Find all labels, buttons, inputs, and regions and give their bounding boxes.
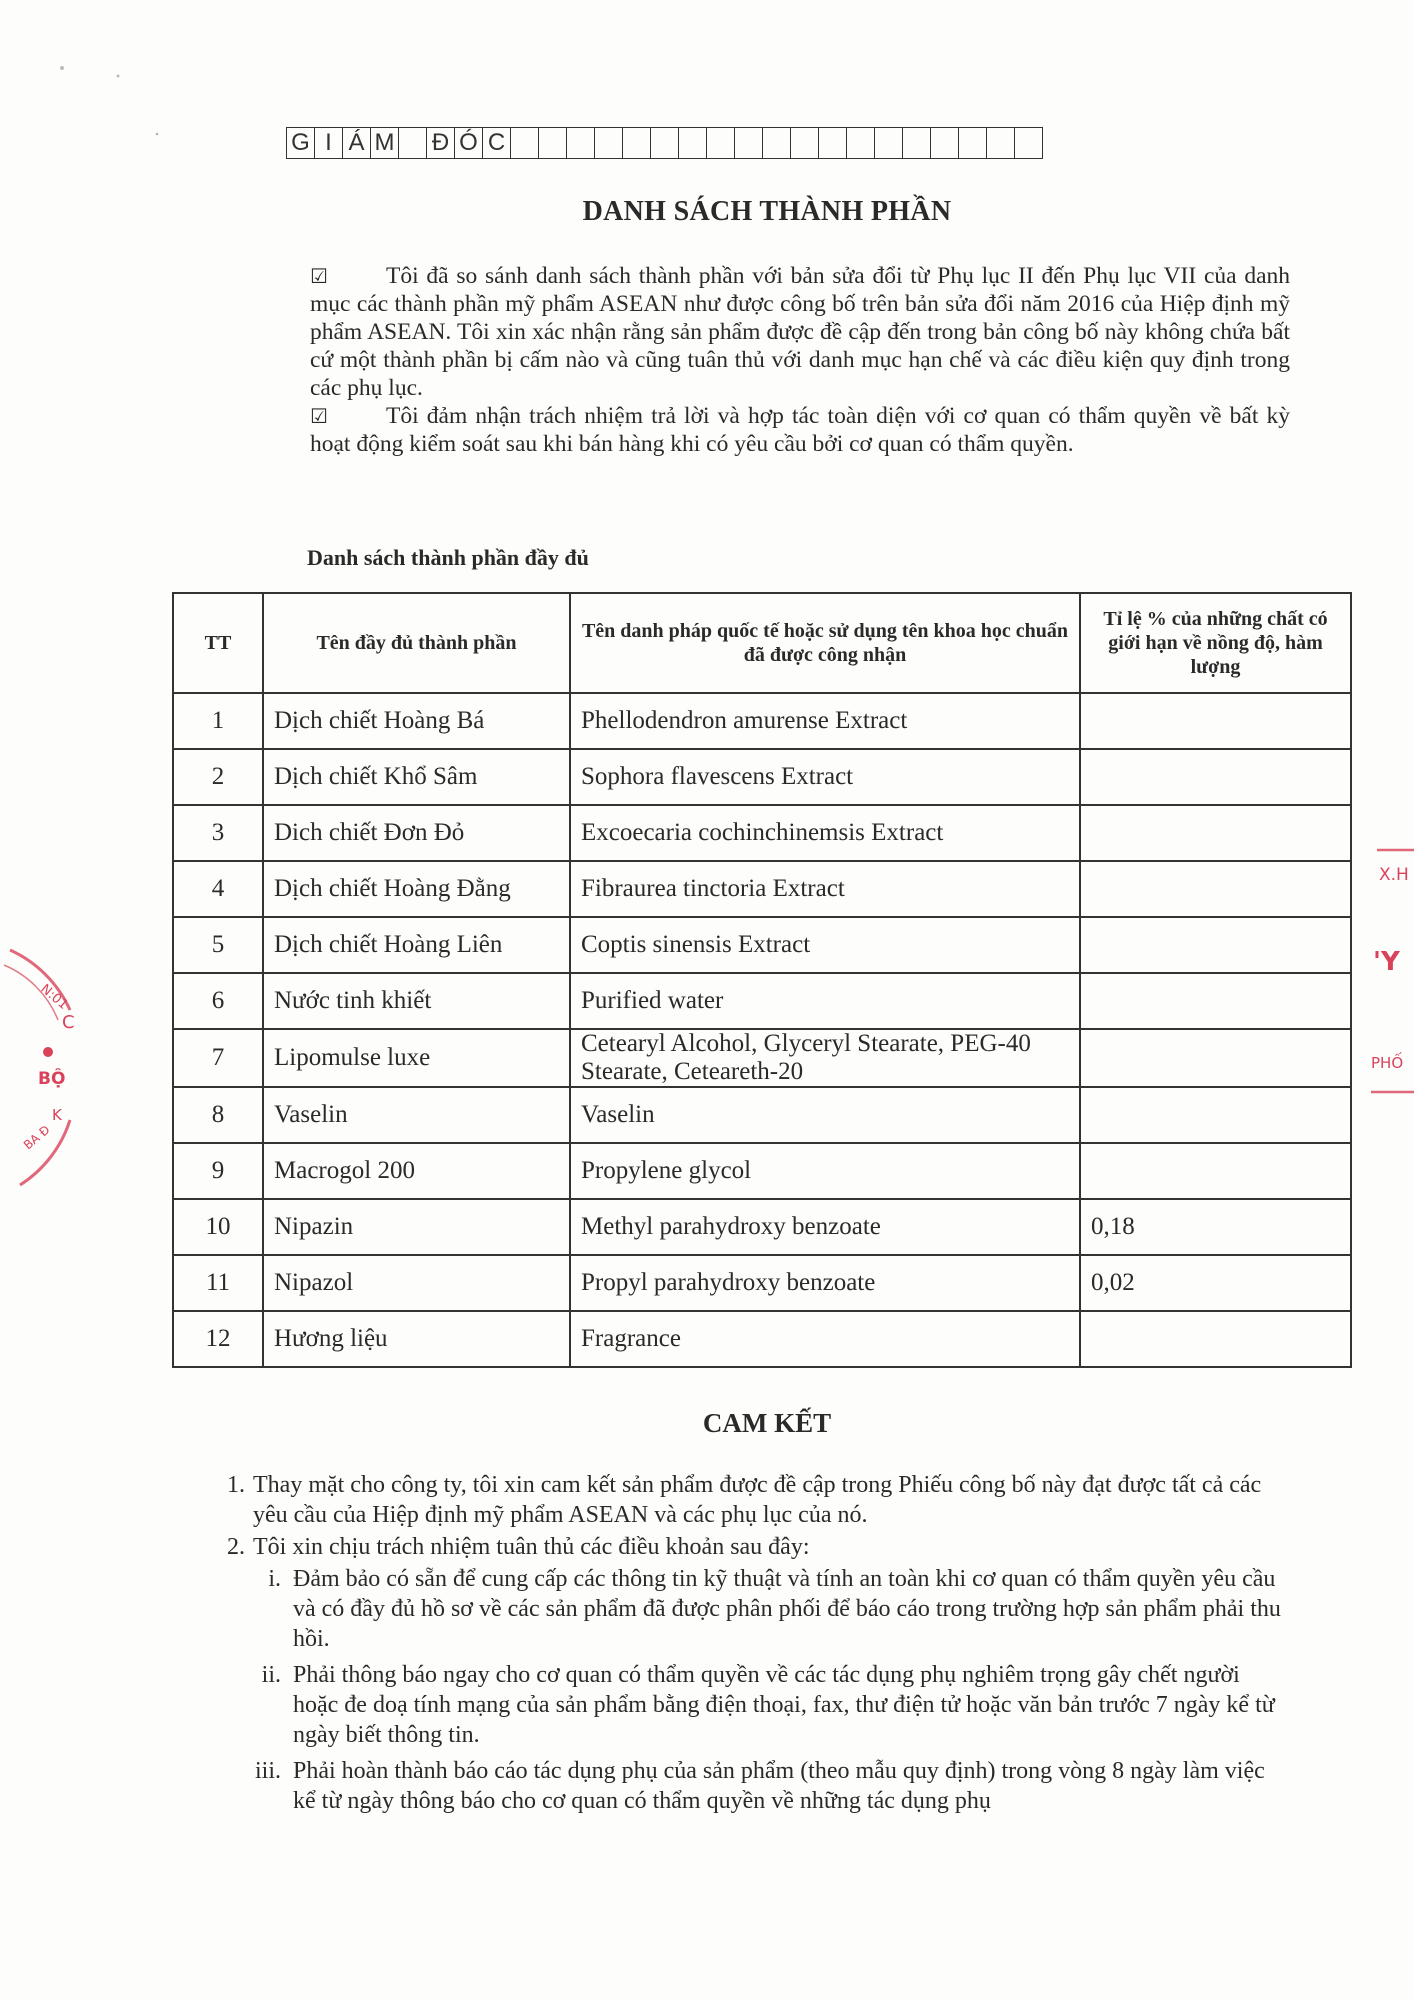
table-row [173, 973, 1351, 1029]
declaration [310, 262, 1290, 458]
commitment-subitem [231, 1756, 1285, 1816]
subitem-number: i. [268, 1566, 281, 1592]
stamp-left-text: BA Đ [20, 1122, 53, 1153]
header-char-box [651, 127, 679, 159]
table-header-row [173, 593, 1351, 693]
table-row [173, 693, 1351, 749]
table-row [173, 1029, 1351, 1087]
header-char-box: M [371, 127, 399, 159]
ingredient-table [172, 592, 1352, 1368]
cell-inci-name: Propyl parahydroxy benzoate [570, 1255, 1080, 1311]
table-row [173, 749, 1351, 805]
cell-tt: 3 [173, 805, 263, 861]
item-number: 2. [227, 1534, 245, 1560]
cell-percentage [1080, 973, 1351, 1029]
cell-full-name: Dịch chiết Khổ Sâm [263, 749, 570, 805]
header-char-box [987, 127, 1015, 159]
header-char-boxes [286, 127, 1043, 159]
header-char-box [595, 127, 623, 159]
cell-full-name: Nước tinh khiết [263, 973, 570, 1029]
header-char-box [707, 127, 735, 159]
subitem-text: Phải hoàn thành báo cáo tác dụng phụ của sản phẩm (theo mẫu quy định) trong vòng 8 ngày làm việc kể từ ngày thông báo cho cơ quan có thẩm quyền về những tác dụng phụ [293, 1758, 1265, 1814]
cell-percentage [1080, 693, 1351, 749]
cell-percentage [1080, 1029, 1351, 1087]
cell-inci-name: Fibraurea tinctoria Extract [570, 861, 1080, 917]
cell-tt: 2 [173, 749, 263, 805]
header-inci-name: Tên danh pháp quốc tế hoặc sử dụng tên khoa học chuẩn đã được công nhận [570, 593, 1080, 693]
cell-full-name: Dich chiết Đơn Đỏ [263, 805, 570, 861]
header-char-box [539, 127, 567, 159]
commitment-item [205, 1532, 1285, 1562]
table-row [173, 805, 1351, 861]
subitem-number: ii. [261, 1662, 281, 1688]
header-percentage: Tỉ lệ % của những chất có giới hạn về nồng độ, hàm lượng [1080, 593, 1351, 693]
header-char-box [875, 127, 903, 159]
stamp-right-text: 'Y [1373, 947, 1400, 977]
cell-inci-name: Cetearyl Alcohol, Glyceryl Stearate, PEG-40 Stearate, Ceteareth-20 [570, 1029, 1080, 1087]
cell-percentage: 0,18 [1080, 1199, 1351, 1255]
header-char-box: I [315, 127, 343, 159]
table-row [173, 1199, 1351, 1255]
cell-full-name: Dịch chiết Hoàng Bá [263, 693, 570, 749]
table-row [173, 861, 1351, 917]
cell-full-name: Nipazol [263, 1255, 570, 1311]
cell-percentage [1080, 917, 1351, 973]
cell-tt: 5 [173, 917, 263, 973]
item-text: Thay mặt cho công ty, tôi xin cam kết sản phẩm được đề cập trong Phiếu công bố này đạt được tất cả các yêu cầu của Hiệp định mỹ phẩm ASEAN và các phụ lục của nó. [253, 1472, 1262, 1528]
cell-tt: 10 [173, 1199, 263, 1255]
stamp-left-text: K [52, 1106, 62, 1124]
header-char-box [903, 127, 931, 159]
header-char-box [819, 127, 847, 159]
cell-tt: 6 [173, 973, 263, 1029]
header-char-box [931, 127, 959, 159]
header-char-box [959, 127, 987, 159]
table-row [173, 1143, 1351, 1199]
cell-full-name: Dịch chiết Hoàng Đằng [263, 861, 570, 917]
commitment-title: CAM KẾT [702, 1408, 832, 1438]
ingredient-list-subtitle: Danh sách thành phần đầy đủ [307, 545, 589, 570]
header-char-box: Á [343, 127, 371, 159]
cell-tt: 4 [173, 861, 263, 917]
header-char-box [679, 127, 707, 159]
cell-inci-name: Methyl parahydroxy benzoate [570, 1199, 1080, 1255]
cell-inci-name: Coptis sinensis Extract [570, 917, 1080, 973]
stamp-left-text: BỘ [38, 1069, 66, 1089]
item-text: Tôi xin chịu trách nhiệm tuân thủ các điều khoản sau đây: [253, 1534, 810, 1560]
cell-percentage [1080, 1311, 1351, 1367]
cell-inci-name: Propylene glycol [570, 1143, 1080, 1199]
header-char-box [1015, 127, 1043, 159]
cell-inci-name: Fragrance [570, 1311, 1080, 1367]
cell-tt: 9 [173, 1143, 263, 1199]
cell-full-name: Nipazin [263, 1199, 570, 1255]
cell-tt: 1 [173, 693, 263, 749]
header-char-box: C [483, 127, 511, 159]
header-char-box: Đ [427, 127, 455, 159]
header-char-box [735, 127, 763, 159]
page-title: DANH SÁCH THÀNH PHẦN [582, 196, 952, 227]
cell-tt: 12 [173, 1311, 263, 1367]
table-row [173, 1087, 1351, 1143]
cell-inci-name: Vaselin [570, 1087, 1080, 1143]
cell-percentage [1080, 861, 1351, 917]
cell-full-name: Vaselin [263, 1087, 570, 1143]
table-row [173, 1311, 1351, 1367]
declaration-para-1 [310, 262, 1290, 402]
cell-full-name: Hương liệu [263, 1311, 570, 1367]
table-row [173, 917, 1351, 973]
cell-percentage [1080, 805, 1351, 861]
cell-inci-name: Purified water [570, 973, 1080, 1029]
header-full-name: Tên đầy đủ thành phần [263, 593, 570, 693]
declaration-text-2: Tôi đảm nhận trách nhiệm trả lời và hợp tác toàn diện với cơ quan có thẩm quyền về bất kỳ hoạt động kiểm soát sau khi bán hàng khi có yêu cầu bởi cơ quan có thẩm quyền. [310, 403, 1290, 457]
cell-full-name: Dịch chiết Hoàng Liên [263, 917, 570, 973]
cell-inci-name: Phellodendron amurense Extract [570, 693, 1080, 749]
header-char-box [847, 127, 875, 159]
declaration-text-1: Tôi đã so sánh danh sách thành phần với bản sửa đổi từ Phụ lục II đến Phụ lục VII của danh mục các thành phần mỹ phẩm ASEAN như được công bố trên bản sửa đổi năm 2016 của Hiệp định mỹ phẩm ASEAN. Tôi xin xác nhận rằng sản phẩm được đề cập đến trong bản công bố này không chứa bất cứ một thành phần bị cấm nào và cũng tuân thủ với danh mục hạn chế và các điều kiện quy định trong các phụ lục. [310, 263, 1290, 401]
cell-tt: 11 [173, 1255, 263, 1311]
commitment-item [205, 1470, 1285, 1530]
header-char-box [623, 127, 651, 159]
declaration-para-2 [310, 402, 1290, 458]
cell-tt: 7 [173, 1029, 263, 1087]
cell-percentage [1080, 1087, 1351, 1143]
cell-percentage [1080, 1143, 1351, 1199]
table-row [173, 1255, 1351, 1311]
cell-inci-name: Sophora flavescens Extract [570, 749, 1080, 805]
commitment-section [205, 1470, 1285, 1822]
cell-full-name: Lipomulse luxe [263, 1029, 570, 1087]
commitment-subitem [231, 1564, 1285, 1654]
cell-full-name: Macrogol 200 [263, 1143, 570, 1199]
stamp-left-text: N:01 [37, 981, 71, 1013]
header-char-box [763, 127, 791, 159]
scan-specks [0, 0, 1414, 200]
header-char-box [399, 127, 427, 159]
stamp-right-text: PHỐ [1371, 1054, 1404, 1072]
subitem-text: Đảm bảo có sẵn để cung cấp các thông tin kỹ thuật và tính an toàn khi cơ quan có thẩm quyền yêu cầu và có đầy đủ hồ sơ về các sản phẩm đã được phân phối để báo cáo trong trường hợp sản phẩm phải thu hồi. [293, 1566, 1281, 1652]
commitment-subitem [231, 1660, 1285, 1750]
cell-tt: 8 [173, 1087, 263, 1143]
subitem-number: iii. [254, 1758, 281, 1784]
cell-inci-name: Excoecaria cochinchinemsis Extract [570, 805, 1080, 861]
header-char-box: G [287, 127, 315, 159]
stamp-left-text: C [62, 1012, 75, 1033]
checkbox-checked-icon: ☑ [310, 404, 328, 428]
header-char-box [511, 127, 539, 159]
checkbox-checked-icon: ☑ [310, 264, 328, 288]
header-char-box: Ó [455, 127, 483, 159]
header-char-box [791, 127, 819, 159]
item-number: 1. [227, 1472, 245, 1498]
red-seal-stamp-right [1365, 840, 1414, 1100]
red-seal-stamp-left [0, 940, 80, 1200]
subitem-text: Phải thông báo ngay cho cơ quan có thẩm quyền về các tác dụng phụ nghiêm trọng gây chết người hoặc đe doạ tính mạng của sản phẩm bằng điện thoại, fax, thư điện tử hoặc văn bản trước 7 ngày kể từ ngày biết thông tin. [293, 1662, 1275, 1748]
header-char-box [567, 127, 595, 159]
cell-percentage [1080, 749, 1351, 805]
header-tt: TT [173, 593, 263, 693]
cell-percentage: 0,02 [1080, 1255, 1351, 1311]
stamp-right-text: X.H [1379, 865, 1409, 885]
